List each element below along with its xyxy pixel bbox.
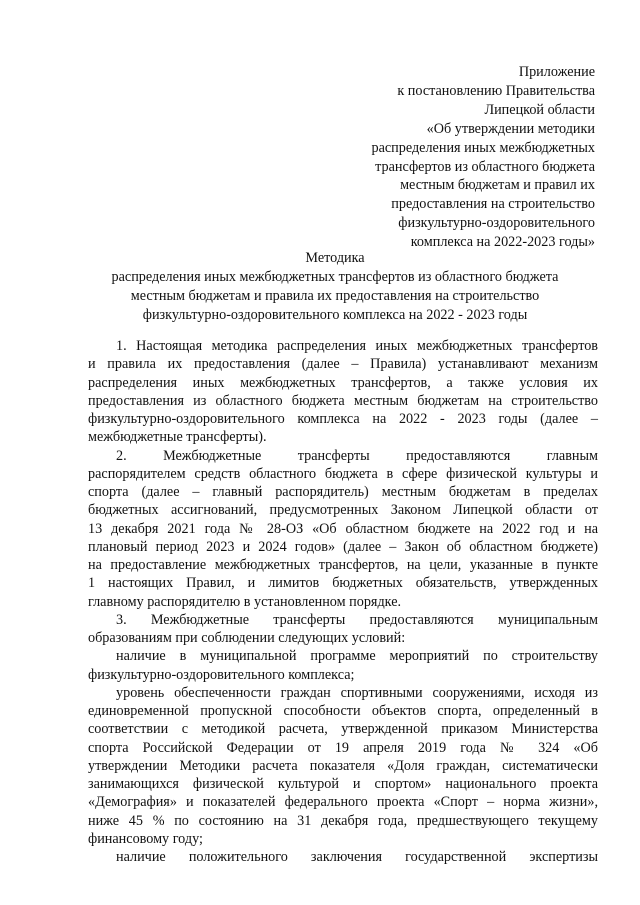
appendix-line: Липецкой области — [484, 101, 595, 118]
body-line: распорядителем средств областного бюджета в сфере физической культуры и — [88, 465, 598, 482]
title-line: распределения иных межбюджетных трансфертов из областного бюджета — [111, 268, 559, 285]
appendix-line: к постановлению Правительства — [397, 82, 595, 99]
appendix-line: распределения иных межбюджетных — [371, 139, 595, 156]
appendix-header — [330, 63, 595, 252]
body-line: «Демография» и показателей федерального проекта «Спорт – норма жизни», — [88, 794, 598, 811]
body-line: уровень обеспеченности граждан спортивными сооружениями, исходя из — [116, 684, 598, 701]
appendix-line: местным бюджетам и правил их — [400, 177, 595, 194]
appendix-line: Приложение — [518, 64, 595, 80]
appendix-line: трансфертов из областного бюджета — [375, 158, 595, 175]
document-title — [80, 249, 590, 325]
body-paragraph — [88, 337, 598, 447]
body-line: 3. Межбюджетные трансферты предоставляются муниципальным — [116, 611, 598, 628]
body-line: бюджетных ассигнований, предусмотренных Законом Липецкой области от — [88, 502, 598, 519]
body-paragraph — [88, 848, 598, 866]
body-line: 1. Настоящая методика распределения иных межбюджетных трансфертов — [116, 338, 598, 354]
body-line: и правила их предоставления (далее – Правила) устанавливают механизм — [88, 356, 598, 373]
body-line: образованиям при соблюдении следующих условий: — [88, 630, 406, 646]
title-line: местным бюджетам и правила их предоставления на строительство — [130, 287, 540, 304]
body-paragraph — [88, 447, 598, 611]
body-line: распределения иных межбюджетных трансфертов, а также условия их — [88, 374, 598, 391]
appendix-line: физкультурно-оздоровительного — [398, 215, 595, 232]
body-paragraph — [88, 647, 598, 684]
body-line: главному распорядителю в установленном порядке. — [88, 593, 402, 610]
body-line: соответствии с методикой расчета, утвержденной приказом Министерства — [88, 721, 598, 738]
body-line: спорта (далее – главный распорядитель) местным бюджетам в пределах — [88, 484, 598, 500]
appendix-line: комплекса на 2022-2023 годы» — [410, 234, 595, 251]
appendix-line: предоставления на строительство — [391, 196, 595, 213]
body-line: наличие в муниципальной программе мероприятий по строительству — [116, 648, 598, 665]
body-line: наличие положительного заключения государственной экспертизы — [116, 849, 598, 865]
body-line: ниже 45 % по состоянию на 31 декабря года, предшествующего текущему — [88, 812, 598, 829]
title-line: физкультурно-оздоровительного комплекса на 2022 - 2023 годы — [142, 306, 528, 323]
body-line: предоставления из областного бюджета местным бюджетам на строительство — [88, 392, 598, 409]
appendix-line: «Об утверждении методики — [426, 120, 595, 137]
body-line: спорта Российской Федерации от 19 апреля 2019 года № 324 «Об — [88, 739, 598, 756]
document-body — [88, 337, 598, 866]
body-line: плановый период 2023 и 2024 годов» (далее – Закон об областном бюджете) — [88, 538, 598, 555]
body-line: межбюджетные трансферты). — [88, 429, 267, 446]
body-paragraph — [88, 611, 598, 648]
body-line: утверждении Методики расчета показателя «Доля граждан, систематически — [88, 757, 598, 774]
body-line: на предоставление межбюджетных трансфертов, на цели, указанные в пункте — [88, 557, 598, 573]
body-line: 13 декабря 2021 года № 28-ОЗ «Об областном бюджете на 2022 год и на — [88, 520, 598, 537]
body-paragraph — [88, 684, 598, 848]
body-line: занимающихся физической культурой и спортом» национального проекта — [88, 776, 598, 792]
title-line: Методика — [305, 250, 365, 266]
body-line: единовременной пропускной способности объектов спорта, определенный в — [88, 703, 598, 719]
body-line: финансовому году; — [88, 830, 203, 847]
body-line: физкультурно-оздоровительного комплекса на 2022 - 2023 годы (далее – — [88, 411, 598, 427]
body-line: 1 настоящих Правил, и лимитов бюджетных обязательств, утвержденных — [88, 575, 598, 592]
body-line: 2. Межбюджетные трансферты предоставляются главным — [116, 447, 598, 464]
body-line: физкультурно-оздоровительного комплекса; — [88, 666, 355, 683]
